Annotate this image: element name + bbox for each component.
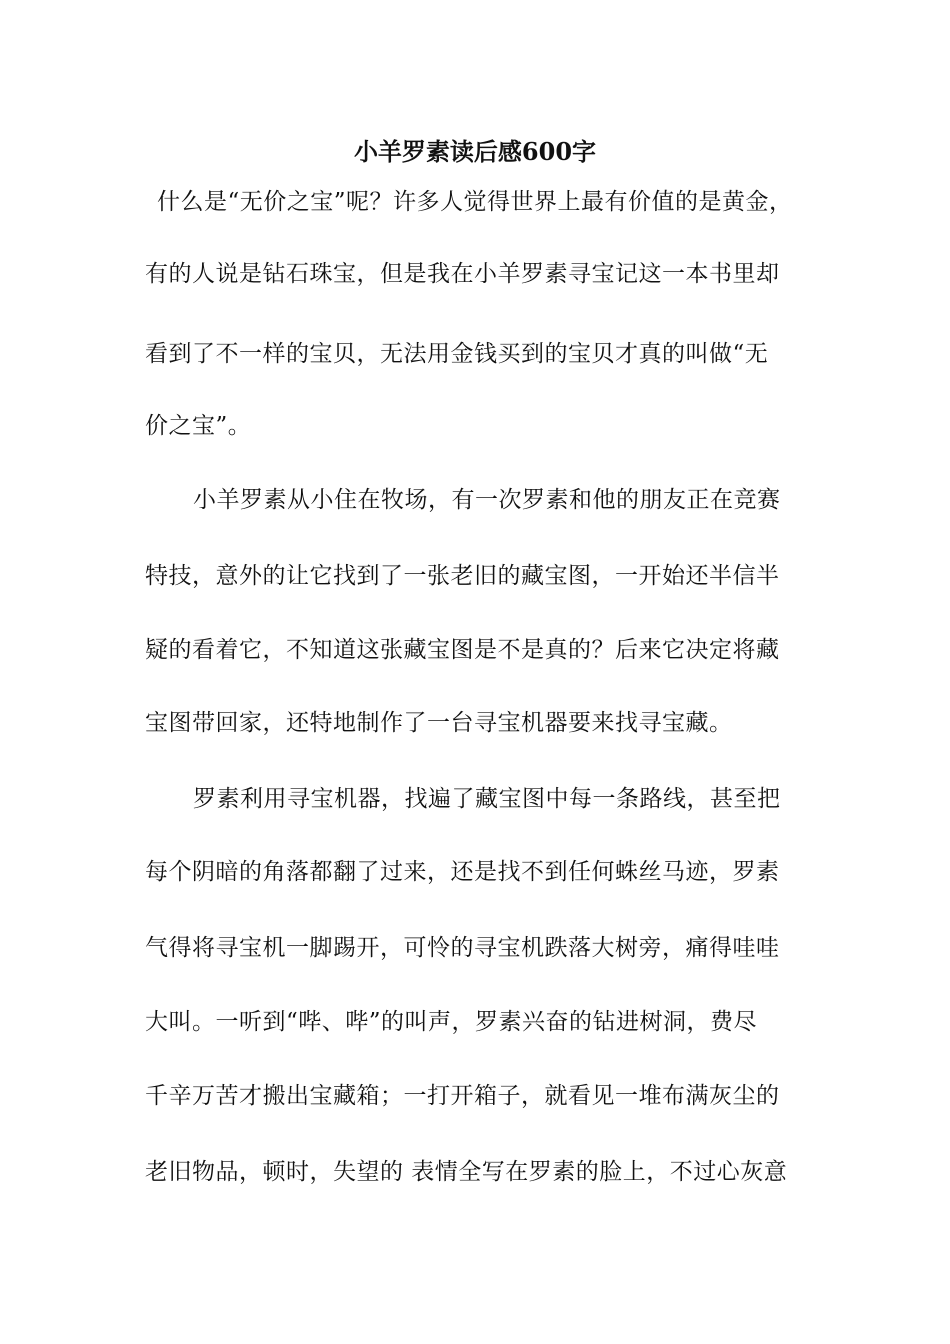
text-line-12: 大叫。一听到“哔、哔”的叫声，罗素兴奋的钻进树洞，费尽 bbox=[145, 1009, 758, 1035]
text-line-14: 老旧物品，顿时，失望的 表情全写在罗素的脸上，不过心灰意 bbox=[145, 1159, 788, 1185]
text-line-2: 有的人说是钻石珠宝，但是我在小羊罗素寻宝记这一本书里却 bbox=[145, 261, 780, 287]
text-line-11: 气得将寻宝机一脚踢开，可怜的寻宝机跌落大树旁，痛得哇哇 bbox=[145, 935, 780, 961]
text-line-5: 小羊罗素从小住在牧场，有一次罗素和他的朋友正在竞赛 bbox=[193, 487, 781, 513]
text-line-3: 看到了不一样的宝贝，无法用金钱买到的宝贝才真的叫做“无 bbox=[145, 341, 769, 367]
text-line-4: 价之宝”。 bbox=[145, 413, 252, 439]
text-line-10: 每个阴暗的角落都翻了过来，还是找不到任何蛛丝马迹，罗素 bbox=[145, 859, 780, 885]
text-line-8: 宝图带回家，还特地制作了一台寻宝机器要来找寻宝藏。 bbox=[145, 710, 733, 736]
document-title: 小羊罗素读后感600字 bbox=[353, 137, 597, 166]
text-line-7: 疑的看着它，不知道这张藏宝图是不是真的？后来它决定将藏 bbox=[145, 637, 780, 663]
text-line-6: 特技，意外的让它找到了一张老旧的藏宝图，一开始还半信半 bbox=[145, 563, 780, 589]
text-line-9: 罗素利用寻宝机器，找遍了藏宝图中每一条路线，甚至把 bbox=[193, 786, 781, 812]
text-line-1: 什么是“无价之宝”呢？许多人觉得世界上最有价值的是黄金， bbox=[157, 189, 793, 215]
text-line-13: 千辛万苦才搬出宝藏箱；一打开箱子，就看见一堆布满灰尘的 bbox=[145, 1083, 780, 1109]
